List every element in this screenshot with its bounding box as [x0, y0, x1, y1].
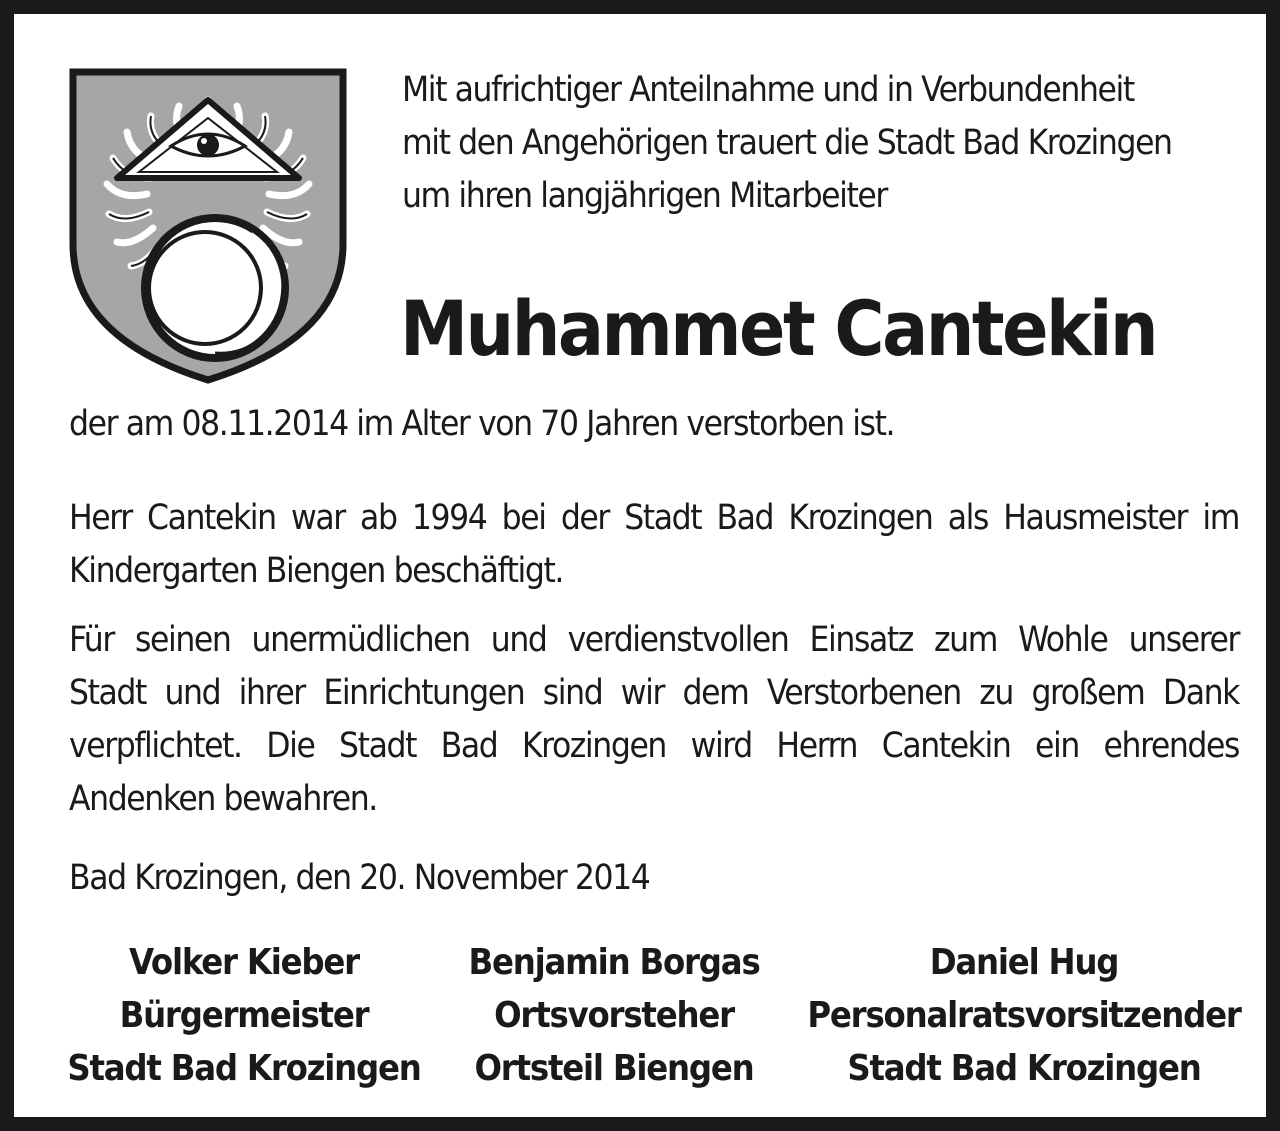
- intro-line: mit den Angehörigen trauert die Stadt Bad Krozingen: [402, 123, 1172, 163]
- intro-text: [402, 64, 1242, 223]
- intro-line: Mit aufrichtiger Anteilnahme und in Verbundenheit: [402, 70, 1134, 110]
- signatory-name: Volker Kieber: [129, 942, 359, 983]
- deceased-name: Muhammet Cantekin: [400, 284, 1157, 373]
- signatory-org: Stadt Bad Krozingen: [67, 1048, 421, 1089]
- signatory-name: Daniel Hug: [929, 942, 1119, 983]
- signatory-title: Ortsvorsteher: [494, 995, 734, 1036]
- signatory-3: [794, 936, 1254, 1095]
- paragraph-line: Herr Cantekin war ab 1994 bei der Stadt Bad Krozingen als Hausmeister im: [69, 498, 1239, 538]
- signatory-title: Bürgermeister: [119, 995, 369, 1036]
- place-date-line: Bad Krozingen, den 20. November 2014: [69, 858, 650, 898]
- coat-of-arms-eye-of-providence-icon: [67, 66, 349, 386]
- place-and-date: [69, 852, 1239, 905]
- death-line: der am 08.11.2014 im Alter von 70 Jahren verstorben ist.: [69, 404, 895, 444]
- employment-paragraph: [69, 492, 1239, 598]
- paragraph-line: Kindergarten Biengen beschäftigt.: [69, 551, 564, 591]
- intro-line: um ihren langjährigen Mitarbeiter: [402, 176, 887, 216]
- paragraph-line: Stadt und ihrer Einrichtungen sind wir dem Verstorbenen zu großem Dank: [69, 673, 1239, 713]
- paragraph-line: verpflichtet. Die Stadt Bad Krozingen wird Herrn Cantekin ein ehrendes: [69, 726, 1239, 766]
- paragraph-line: Andenken bewahren.: [69, 779, 377, 819]
- signatory-title: Personalratsvorsitzender: [807, 995, 1241, 1036]
- paragraph-line: Für seinen unermüdlichen und verdienstvollen Einsatz zum Wohle unserer: [69, 620, 1239, 660]
- signatory-1: [54, 936, 434, 1095]
- death-statement: [69, 398, 1239, 451]
- gratitude-paragraph: [69, 614, 1239, 826]
- signatory-name: Benjamin Borgas: [468, 942, 760, 983]
- signatory-org: Stadt Bad Krozingen: [847, 1048, 1201, 1089]
- signatory-2: [434, 936, 794, 1095]
- signatory-org: Ortsteil Biengen: [474, 1048, 754, 1089]
